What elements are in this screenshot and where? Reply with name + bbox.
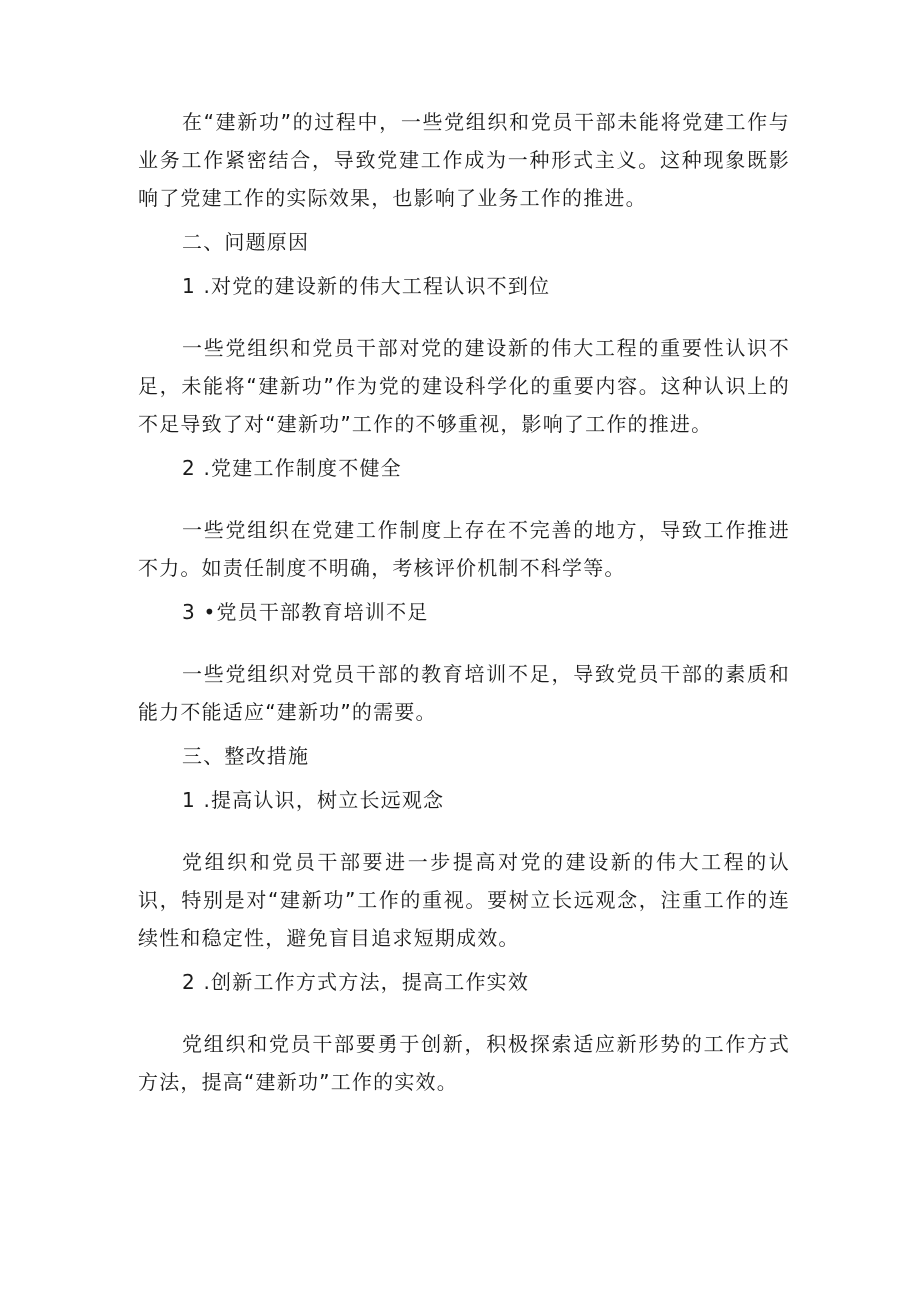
paragraph-cause-3: 一些党组织对党员干部的教育培训不足，导致党员干部的素质和能力不能适应“建新功”的需要。 [138, 662, 790, 724]
paragraph-cause-2: 一些党组织在党建工作制度上存在不完善的地方，导致工作推进不力。如责任制度不明确，考核评价机制不科学等。 [138, 518, 790, 580]
document-body [138, 103, 790, 1101]
paragraph-measure-1: 党组织和党员干部要进一步提高对党的建设新的伟大工程的认识，特别是对“建新功”工作的重视。要树立长远观念，注重工作的连续性和稳定性，避免盲目追求短期成效。 [138, 850, 790, 950]
section-heading-rectification: 三、整改措施 [182, 744, 310, 768]
subheading-cause-3: 3 •党员干部教育培训不足 [182, 600, 429, 624]
paragraph-measure-2: 党组织和党员干部要勇于创新，积极探索适应新形势的工作方式方法，提高“建新功”工作的实效。 [138, 1032, 790, 1094]
paragraph-cause-1: 一些党组织和党员干部对党的建设新的伟大工程的重要性认识不足，未能将“建新功”作为党的建设科学化的重要内容。这种认识上的不足导致了对“建新功”工作的不够重视，影响了工作的推进。 [138, 336, 790, 436]
subheading-measure-1: 1 .提高认识，树立长远观念 [182, 788, 445, 812]
section-heading-problem-causes: 二、问题原因 [182, 230, 310, 254]
subheading-cause-1: 1 .对党的建设新的伟大工程认识不到位 [182, 274, 551, 298]
subheading-cause-2: 2 .党建工作制度不健全 [182, 456, 402, 480]
subheading-measure-2: 2 .创新工作方式方法，提高工作实效 [182, 970, 530, 994]
paragraph-intro: 在“建新功”的过程中，一些党组织和党员干部未能将党建工作与业务工作紧密结合，导致党建工作成为一种形式主义。这种现象既影响了党建工作的实际效果，也影响了业务工作的推进。 [138, 110, 790, 210]
